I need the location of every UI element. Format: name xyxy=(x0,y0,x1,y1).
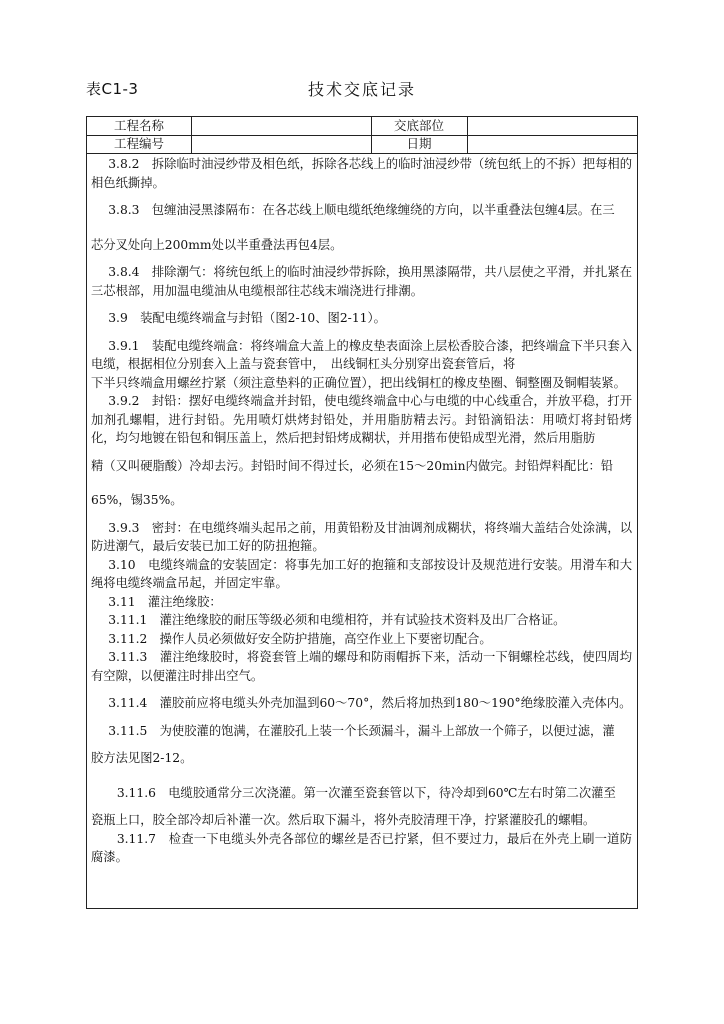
para-3-8-4: 3.8.4 排除潮气：将统包纸上的临时油浸纱带拆除，换用黑漆隔带，共八层使之平滑，并扎紧在三芯根部，用加温电缆油从电缆根部往芯线末端浇进行排潮。 xyxy=(91,265,632,298)
project-name-value[interactable] xyxy=(191,117,371,135)
project-no-label: 工程编号 xyxy=(113,136,164,151)
para-3-11-3: 3.11.3 灌注绝缘胶时，将瓷套管上端的螺母和防雨帽拆下来，活动一下铜螺栓芯线，使四周均有空隙，以便灌注时排出空气。 xyxy=(91,650,632,683)
para-3-11-4: 3.11.4 灌胶前应将电缆头外壳加温到60～70°，然后将加热到180～190°绝缘胶灌入壳体内。 xyxy=(108,696,632,710)
form-code: 表C1-3 xyxy=(86,80,139,98)
para-3-11-2: 3.11.2 操作人员必须做好安全防护措施，高空作业上下要密切配合。 xyxy=(108,631,492,646)
para-3-8-3 xyxy=(91,201,632,220)
date-label: 日期 xyxy=(406,136,432,151)
para-3-11-5: 3.11.5 为使胶灌的饱满，在灌胶孔上装一个长颈漏斗，漏斗上部放一个筛子，以便过滤，灌 xyxy=(108,723,615,738)
para-3-11-6-cont: 瓷瓶上口，胶全部冷却后补灌一次。然后取下漏斗，将外壳胶清理干净，拧紧灌胶孔的螺帽。 xyxy=(91,813,596,827)
para-3-9: 3.9 装配电缆终端盒与封铅（图2-10、图2-11）。 xyxy=(108,311,386,325)
date-value[interactable] xyxy=(467,135,637,153)
info-row-1 xyxy=(87,117,637,136)
para-3-9-1: 3.9.1 装配电缆终端盒：将终端盒大盖上的橡皮垫表面涂上层松香胶合漆，把终端盒下半只套入电缆，根据相位分别套入上盖与瓷套管中， 出线铜杠头分别穿出瓷套管后，将 xyxy=(91,338,632,371)
para-3-11: 3.11 灌注绝缘胶： xyxy=(108,594,222,609)
project-no-value[interactable] xyxy=(191,135,371,153)
para-3-10: 3.10 电缆终端盒的安装固定：将事先加工好的抱箍和支部按设计及规范进行安装。用滑车和大绳将电缆终端盒吊起，并固定牢靠。 xyxy=(91,557,632,590)
para-3-8-2: 3.8.2 拆除临时油浸纱带及相色纸，拆除各芯线上的临时油浸纱带（统包纸上的不拆）把每相的相色纸撕掉。 xyxy=(91,157,632,190)
para-3-9-3: 3.9.3 密封：在电缆终端头起吊之前，用黄铅粉及甘油调剂成糊状，将终端大盖结合处涂满，以防进潮气，最后安装已加工好的防扭抱箍。 xyxy=(91,520,632,553)
location-value[interactable] xyxy=(467,117,637,135)
info-row-2 xyxy=(87,135,637,154)
document-title: 技术交底记录 xyxy=(307,80,416,99)
para-3-9-2: 3.9.2 封铅：摆好电缆终端盒并封铅，使电缆终端盒中心与电缆的中心线重合，并放平稳，打开加剂孔螺帽，进行封铅。先用喷灯烘烤封铅处，并用脂肪精去污。封铅滴铅法：用喷灯将封铅烤化，均匀地镀在铅包和铜压盖上，然后把封铅烤成糊状，并用揩布使铅成型光滑，然后用脂肪 xyxy=(91,394,632,445)
location-label: 交底部位 xyxy=(393,118,444,133)
para-3-11-6: 3.11.6 电缆胶通常分三次浇灌。第一次灌至瓷套管以下，待冷却到60℃左右时第二次灌至 xyxy=(116,785,616,800)
para-3-11-1: 3.11.1 灌注绝缘胶的耐压等级必须和电缆相符，并有试验技术资料及出厂合格证。 xyxy=(108,613,566,627)
para-3-11-5-cont: 胶方法见图2-12。 xyxy=(91,751,193,765)
record-table xyxy=(86,116,638,909)
project-name-label: 工程名称 xyxy=(113,118,164,133)
para-3-8-3-cont: 芯分叉处向上200mm处以半重叠法再包4层。 xyxy=(91,237,343,252)
para-3-9-2-ratio: 65%，锡35%。 xyxy=(91,493,183,507)
para-3-9-1-cont: 下半只终端盒用螺丝拧紧（须注意垫料的正确位置），把出线铜杠的橡皮垫圈、铜整圈及铜帽装紧。 xyxy=(91,375,626,390)
para-3-11-7: 3.11.7 检查一下电缆头外壳各部位的螺丝是否已拧紧，但不要过力，最后在外壳上刷一道防腐漆。 xyxy=(91,831,632,864)
para-3-9-2-cont: 精（又叫硬脂酸）冷却去污。封铅时间不得过长，必须在15～20min内做完。封铅焊料配比：铅 xyxy=(91,458,614,473)
disclosure-content xyxy=(87,155,637,867)
para-3-8-3-line-1: 3.8.3 包缠油浸黑漆隔布：在各芯线上顺电缆纸绝缘缠绕的方向，以半重叠法包缠4层。在三 xyxy=(108,203,615,217)
